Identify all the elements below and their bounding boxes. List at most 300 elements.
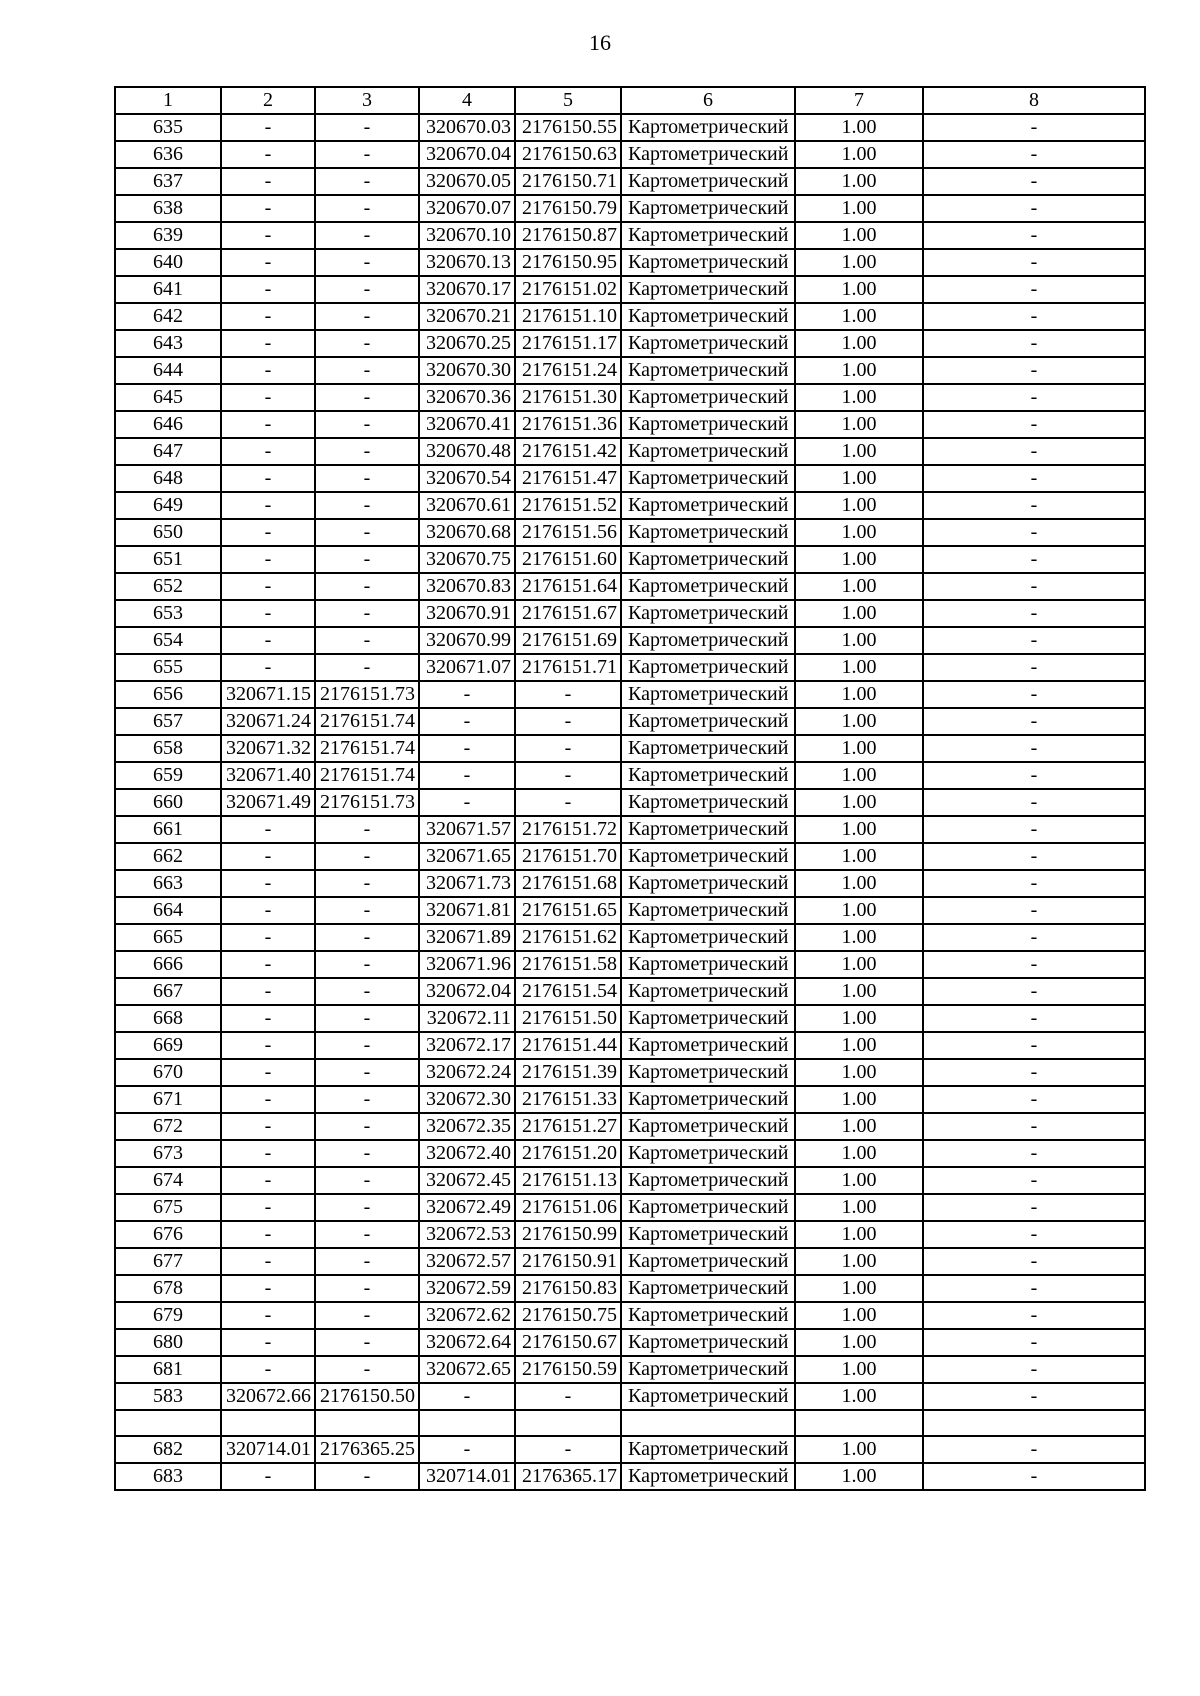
table-cell: Картометрический bbox=[621, 438, 795, 465]
table-cell: 1.00 bbox=[795, 951, 923, 978]
table-cell: - bbox=[221, 1059, 315, 1086]
table-cell: 1.00 bbox=[795, 492, 923, 519]
table-cell: 320671.15 bbox=[221, 681, 315, 708]
table-cell: 668 bbox=[115, 1005, 221, 1032]
table-cell: - bbox=[923, 843, 1145, 870]
column-header: 3 bbox=[315, 87, 419, 114]
table-cell: - bbox=[315, 303, 419, 330]
table-cell: - bbox=[315, 951, 419, 978]
table-cell: 1.00 bbox=[795, 330, 923, 357]
table-cell: - bbox=[315, 870, 419, 897]
table-cell: 320670.54 bbox=[419, 465, 515, 492]
table-cell: - bbox=[923, 708, 1145, 735]
table-row bbox=[115, 492, 1145, 519]
table-cell: - bbox=[221, 1302, 315, 1329]
table-cell: Картометрический bbox=[621, 303, 795, 330]
table-cell: - bbox=[419, 762, 515, 789]
table-cell: - bbox=[923, 249, 1145, 276]
table-cell: 2176151.72 bbox=[515, 816, 621, 843]
table-cell: - bbox=[315, 168, 419, 195]
table-cell: 1.00 bbox=[795, 222, 923, 249]
table-cell: - bbox=[221, 924, 315, 951]
table-cell: 1.00 bbox=[795, 870, 923, 897]
table-cell: - bbox=[221, 816, 315, 843]
table-cell: - bbox=[221, 1221, 315, 1248]
table-cell: - bbox=[923, 141, 1145, 168]
table-cell: - bbox=[315, 195, 419, 222]
table-cell: 1.00 bbox=[795, 465, 923, 492]
table-cell: - bbox=[923, 195, 1145, 222]
table-row bbox=[115, 708, 1145, 735]
table-cell: 665 bbox=[115, 924, 221, 951]
table-row bbox=[115, 897, 1145, 924]
table-cell: 1.00 bbox=[795, 1463, 923, 1490]
table-cell: 2176151.30 bbox=[515, 384, 621, 411]
table-cell: 1.00 bbox=[795, 573, 923, 600]
table-cell: 675 bbox=[115, 1194, 221, 1221]
table-cell bbox=[621, 1410, 795, 1436]
table-cell: 643 bbox=[115, 330, 221, 357]
table-cell: - bbox=[923, 1302, 1145, 1329]
table-cell: Картометрический bbox=[621, 168, 795, 195]
table-row bbox=[115, 1356, 1145, 1383]
table-cell: 2176151.62 bbox=[515, 924, 621, 951]
table-cell: Картометрический bbox=[621, 357, 795, 384]
table-cell: - bbox=[923, 411, 1145, 438]
table-cell: Картометрический bbox=[621, 141, 795, 168]
table-cell: Картометрический bbox=[621, 1032, 795, 1059]
table-cell: - bbox=[221, 951, 315, 978]
table-cell: 1.00 bbox=[795, 1436, 923, 1463]
table-cell: - bbox=[923, 735, 1145, 762]
table-cell: - bbox=[315, 1275, 419, 1302]
table-cell: - bbox=[315, 600, 419, 627]
table-cell: - bbox=[923, 681, 1145, 708]
table-cell bbox=[795, 1410, 923, 1436]
table-row bbox=[115, 1221, 1145, 1248]
table-cell: Картометрический bbox=[621, 789, 795, 816]
table-cell: - bbox=[515, 681, 621, 708]
table-cell: 320670.99 bbox=[419, 627, 515, 654]
table-cell bbox=[221, 1410, 315, 1436]
table-cell: - bbox=[221, 897, 315, 924]
table-cell: 649 bbox=[115, 492, 221, 519]
table-cell bbox=[115, 1410, 221, 1436]
table-row bbox=[115, 600, 1145, 627]
table-cell: 320672.45 bbox=[419, 1167, 515, 1194]
table-cell: 2176150.59 bbox=[515, 1356, 621, 1383]
table-cell: - bbox=[923, 1059, 1145, 1086]
table-cell: Картометрический bbox=[621, 1140, 795, 1167]
table-cell: - bbox=[419, 735, 515, 762]
table-cell: - bbox=[221, 978, 315, 1005]
table-row bbox=[115, 978, 1145, 1005]
table-cell: 2176151.74 bbox=[315, 735, 419, 762]
table-cell: - bbox=[923, 1383, 1145, 1410]
table-cell: 320670.17 bbox=[419, 276, 515, 303]
table-cell: - bbox=[221, 195, 315, 222]
table-cell: 2176151.70 bbox=[515, 843, 621, 870]
table-cell: - bbox=[315, 1059, 419, 1086]
table-cell: 1.00 bbox=[795, 1059, 923, 1086]
table-cell: - bbox=[923, 816, 1145, 843]
table-cell: Картометрический bbox=[621, 978, 795, 1005]
table-cell: 655 bbox=[115, 654, 221, 681]
table-cell: - bbox=[221, 141, 315, 168]
table-cell: - bbox=[419, 1383, 515, 1410]
table-cell: 660 bbox=[115, 789, 221, 816]
table-cell: 320670.41 bbox=[419, 411, 515, 438]
table-cell: - bbox=[221, 492, 315, 519]
table-cell: Картометрический bbox=[621, 654, 795, 681]
table-cell: 637 bbox=[115, 168, 221, 195]
table-row bbox=[115, 303, 1145, 330]
table-cell: 683 bbox=[115, 1463, 221, 1490]
table-cell: - bbox=[315, 519, 419, 546]
table-cell: - bbox=[221, 1140, 315, 1167]
table-row bbox=[115, 735, 1145, 762]
table-cell: 320672.66 bbox=[221, 1383, 315, 1410]
table-cell: - bbox=[315, 546, 419, 573]
table-cell: - bbox=[315, 654, 419, 681]
table-cell: - bbox=[419, 1436, 515, 1463]
table-row bbox=[115, 222, 1145, 249]
table-cell: Картометрический bbox=[621, 1275, 795, 1302]
table-cell: 1.00 bbox=[795, 357, 923, 384]
table-cell: 657 bbox=[115, 708, 221, 735]
table-cell: - bbox=[221, 1194, 315, 1221]
table-cell: - bbox=[221, 546, 315, 573]
table-cell: - bbox=[315, 627, 419, 654]
table-row bbox=[115, 870, 1145, 897]
table-cell: 2176151.10 bbox=[515, 303, 621, 330]
table-cell: Картометрический bbox=[621, 735, 795, 762]
table-row bbox=[115, 1032, 1145, 1059]
table-cell: 647 bbox=[115, 438, 221, 465]
table-cell: 1.00 bbox=[795, 195, 923, 222]
table-row bbox=[115, 276, 1145, 303]
table-cell: Картометрический bbox=[621, 1302, 795, 1329]
table-cell: - bbox=[315, 114, 419, 141]
table-cell bbox=[419, 1410, 515, 1436]
table-cell: 666 bbox=[115, 951, 221, 978]
table-cell: 320671.07 bbox=[419, 654, 515, 681]
table-cell: - bbox=[315, 816, 419, 843]
table-cell: - bbox=[315, 1140, 419, 1167]
table-cell: - bbox=[315, 573, 419, 600]
table-cell: 1.00 bbox=[795, 303, 923, 330]
table-cell: 320672.59 bbox=[419, 1275, 515, 1302]
table-cell: - bbox=[419, 681, 515, 708]
table-cell: Картометрический bbox=[621, 1086, 795, 1113]
table-row bbox=[115, 330, 1145, 357]
table-cell: - bbox=[923, 1275, 1145, 1302]
table-cell: 2176151.60 bbox=[515, 546, 621, 573]
table-row bbox=[115, 1329, 1145, 1356]
table-row bbox=[115, 1086, 1145, 1113]
table-cell: 320671.57 bbox=[419, 816, 515, 843]
table-cell: - bbox=[923, 1005, 1145, 1032]
table-cell: 652 bbox=[115, 573, 221, 600]
table-cell: Картометрический bbox=[621, 1113, 795, 1140]
table-cell: Картометрический bbox=[621, 573, 795, 600]
table-cell: 320672.24 bbox=[419, 1059, 515, 1086]
table-cell: 2176151.69 bbox=[515, 627, 621, 654]
column-header: 4 bbox=[419, 87, 515, 114]
table-row bbox=[115, 249, 1145, 276]
table-row bbox=[115, 1463, 1145, 1490]
table-row bbox=[115, 681, 1145, 708]
table-row bbox=[115, 573, 1145, 600]
table-cell: - bbox=[315, 1248, 419, 1275]
table-cell: 1.00 bbox=[795, 249, 923, 276]
table-cell: - bbox=[923, 1329, 1145, 1356]
table-row bbox=[115, 195, 1145, 222]
table-cell: 320670.36 bbox=[419, 384, 515, 411]
table-cell: - bbox=[923, 573, 1145, 600]
table-row bbox=[115, 1275, 1145, 1302]
table-cell: - bbox=[315, 492, 419, 519]
table-cell: 670 bbox=[115, 1059, 221, 1086]
table-cell: 2176151.36 bbox=[515, 411, 621, 438]
table-cell: 638 bbox=[115, 195, 221, 222]
table-cell: 320672.30 bbox=[419, 1086, 515, 1113]
table-cell: 320670.30 bbox=[419, 357, 515, 384]
table-cell: - bbox=[923, 600, 1145, 627]
table-cell: - bbox=[315, 276, 419, 303]
table-cell: 1.00 bbox=[795, 1302, 923, 1329]
table-cell: Картометрический bbox=[621, 924, 795, 951]
table-cell: 662 bbox=[115, 843, 221, 870]
table-cell: - bbox=[923, 654, 1145, 681]
table-cell: - bbox=[923, 1463, 1145, 1490]
table-cell: 320670.83 bbox=[419, 573, 515, 600]
table-cell: Картометрический bbox=[621, 384, 795, 411]
table-cell: - bbox=[315, 924, 419, 951]
table-cell: Картометрический bbox=[621, 1436, 795, 1463]
table-cell: 639 bbox=[115, 222, 221, 249]
table-cell: 641 bbox=[115, 276, 221, 303]
table-cell: 320672.40 bbox=[419, 1140, 515, 1167]
table-cell: - bbox=[221, 1248, 315, 1275]
table-cell: 320670.48 bbox=[419, 438, 515, 465]
table-cell: Картометрический bbox=[621, 114, 795, 141]
table-cell: 671 bbox=[115, 1086, 221, 1113]
table-row bbox=[115, 1005, 1145, 1032]
table-cell: 320670.04 bbox=[419, 141, 515, 168]
table-cell: 320671.96 bbox=[419, 951, 515, 978]
table-cell: Картометрический bbox=[621, 1005, 795, 1032]
table-header-row bbox=[115, 87, 1145, 114]
table-cell: 1.00 bbox=[795, 708, 923, 735]
table-cell: - bbox=[923, 1356, 1145, 1383]
table-cell: - bbox=[515, 735, 621, 762]
table-cell: 1.00 bbox=[795, 114, 923, 141]
table-cell: 1.00 bbox=[795, 654, 923, 681]
table-cell: - bbox=[221, 627, 315, 654]
table-cell: 320670.91 bbox=[419, 600, 515, 627]
table-cell: - bbox=[419, 789, 515, 816]
table-cell: - bbox=[315, 384, 419, 411]
table-cell: 681 bbox=[115, 1356, 221, 1383]
table-cell: - bbox=[923, 978, 1145, 1005]
table-cell: - bbox=[221, 384, 315, 411]
table-cell: - bbox=[315, 1086, 419, 1113]
table-cell: Картометрический bbox=[621, 465, 795, 492]
table-cell: - bbox=[221, 573, 315, 600]
table-cell: - bbox=[221, 1086, 315, 1113]
table-cell bbox=[315, 1410, 419, 1436]
table-cell: - bbox=[923, 1194, 1145, 1221]
table-cell: 658 bbox=[115, 735, 221, 762]
table-cell: 2176150.63 bbox=[515, 141, 621, 168]
table-cell: Картометрический bbox=[621, 249, 795, 276]
table-row bbox=[115, 1167, 1145, 1194]
column-header: 5 bbox=[515, 87, 621, 114]
table-row bbox=[115, 411, 1145, 438]
table-cell: 1.00 bbox=[795, 681, 923, 708]
table-cell: - bbox=[923, 438, 1145, 465]
table-cell: 2176151.68 bbox=[515, 870, 621, 897]
table-cell: Картометрический bbox=[621, 897, 795, 924]
table-cell: 673 bbox=[115, 1140, 221, 1167]
table-cell: - bbox=[515, 708, 621, 735]
table-cell: Картометрический bbox=[621, 708, 795, 735]
page-number: 16 bbox=[589, 30, 611, 55]
table-cell: 1.00 bbox=[795, 1275, 923, 1302]
table-cell: - bbox=[315, 1113, 419, 1140]
table-cell: - bbox=[419, 708, 515, 735]
table-row bbox=[115, 465, 1145, 492]
table-cell: - bbox=[315, 141, 419, 168]
table-cell: - bbox=[515, 789, 621, 816]
table-cell: 2176150.50 bbox=[315, 1383, 419, 1410]
table-cell: 1.00 bbox=[795, 627, 923, 654]
table-cell: - bbox=[923, 951, 1145, 978]
table-cell: 1.00 bbox=[795, 1356, 923, 1383]
table-row bbox=[115, 1113, 1145, 1140]
table-row bbox=[115, 1140, 1145, 1167]
table-cell: - bbox=[315, 465, 419, 492]
table-cell: 2176150.99 bbox=[515, 1221, 621, 1248]
table-cell: - bbox=[315, 978, 419, 1005]
table-cell: 682 bbox=[115, 1436, 221, 1463]
table-cell: 583 bbox=[115, 1383, 221, 1410]
table-cell: 320670.68 bbox=[419, 519, 515, 546]
table-cell: - bbox=[315, 438, 419, 465]
table-cell: 1.00 bbox=[795, 438, 923, 465]
table-row bbox=[115, 546, 1145, 573]
table-cell: 2176151.17 bbox=[515, 330, 621, 357]
table-cell: Картометрический bbox=[621, 681, 795, 708]
table-row bbox=[115, 1194, 1145, 1221]
table-cell: - bbox=[221, 465, 315, 492]
table-cell: - bbox=[923, 330, 1145, 357]
table-cell: 651 bbox=[115, 546, 221, 573]
table-cell: - bbox=[923, 114, 1145, 141]
table-cell: - bbox=[221, 654, 315, 681]
table-cell: 2176151.67 bbox=[515, 600, 621, 627]
table-row bbox=[115, 1059, 1145, 1086]
table-cell: 1.00 bbox=[795, 762, 923, 789]
table-cell: 320672.62 bbox=[419, 1302, 515, 1329]
table-cell: 669 bbox=[115, 1032, 221, 1059]
table-row bbox=[115, 1302, 1145, 1329]
table-cell: 1.00 bbox=[795, 141, 923, 168]
table-cell: 1.00 bbox=[795, 789, 923, 816]
table-cell: 653 bbox=[115, 600, 221, 627]
table-cell: - bbox=[221, 330, 315, 357]
table-cell: 667 bbox=[115, 978, 221, 1005]
table-cell: 320670.61 bbox=[419, 492, 515, 519]
table-cell: 1.00 bbox=[795, 384, 923, 411]
table-cell: - bbox=[221, 1356, 315, 1383]
table-cell: 320671.32 bbox=[221, 735, 315, 762]
table-cell bbox=[923, 1410, 1145, 1436]
table-cell: 2176150.91 bbox=[515, 1248, 621, 1275]
table-cell: - bbox=[923, 1248, 1145, 1275]
table-cell: 1.00 bbox=[795, 411, 923, 438]
column-header: 7 bbox=[795, 87, 923, 114]
table-cell: Картометрический bbox=[621, 816, 795, 843]
table-cell: - bbox=[923, 627, 1145, 654]
table-cell: 320672.64 bbox=[419, 1329, 515, 1356]
table-cell: - bbox=[315, 249, 419, 276]
table-cell: 654 bbox=[115, 627, 221, 654]
table-cell: - bbox=[221, 303, 315, 330]
table-cell: 2176150.95 bbox=[515, 249, 621, 276]
table-cell: 2176151.64 bbox=[515, 573, 621, 600]
table-cell: - bbox=[923, 924, 1145, 951]
table-cell: 2176151.47 bbox=[515, 465, 621, 492]
table-cell: 2176151.56 bbox=[515, 519, 621, 546]
table-row bbox=[115, 1248, 1145, 1275]
table-cell: 320671.73 bbox=[419, 870, 515, 897]
table-cell: 1.00 bbox=[795, 816, 923, 843]
table-cell: 2176151.33 bbox=[515, 1086, 621, 1113]
table-cell: 2176365.25 bbox=[315, 1436, 419, 1463]
table-cell: 1.00 bbox=[795, 1167, 923, 1194]
table-cell: 2176151.27 bbox=[515, 1113, 621, 1140]
table-cell: 2176150.79 bbox=[515, 195, 621, 222]
table-cell: 680 bbox=[115, 1329, 221, 1356]
table-cell: - bbox=[315, 1032, 419, 1059]
table-cell: - bbox=[221, 1113, 315, 1140]
table-cell: 320670.25 bbox=[419, 330, 515, 357]
table-cell: - bbox=[221, 222, 315, 249]
table-cell: - bbox=[221, 519, 315, 546]
table-cell: 676 bbox=[115, 1221, 221, 1248]
table-cell: 1.00 bbox=[795, 1113, 923, 1140]
table-cell: 320672.53 bbox=[419, 1221, 515, 1248]
column-header: 8 bbox=[923, 87, 1145, 114]
table-cell: 1.00 bbox=[795, 168, 923, 195]
table-cell: - bbox=[221, 843, 315, 870]
table-cell: Картометрический bbox=[621, 762, 795, 789]
table-cell: 320671.65 bbox=[419, 843, 515, 870]
table-cell: - bbox=[221, 1275, 315, 1302]
table-row bbox=[115, 114, 1145, 141]
table-cell: 2176151.24 bbox=[515, 357, 621, 384]
table-cell: 2176151.42 bbox=[515, 438, 621, 465]
table-row bbox=[115, 357, 1145, 384]
table-cell: Картометрический bbox=[621, 519, 795, 546]
table-cell: - bbox=[923, 1436, 1145, 1463]
table-cell: 320670.07 bbox=[419, 195, 515, 222]
table-cell: - bbox=[221, 411, 315, 438]
table-row bbox=[115, 843, 1145, 870]
table-cell: 1.00 bbox=[795, 1221, 923, 1248]
